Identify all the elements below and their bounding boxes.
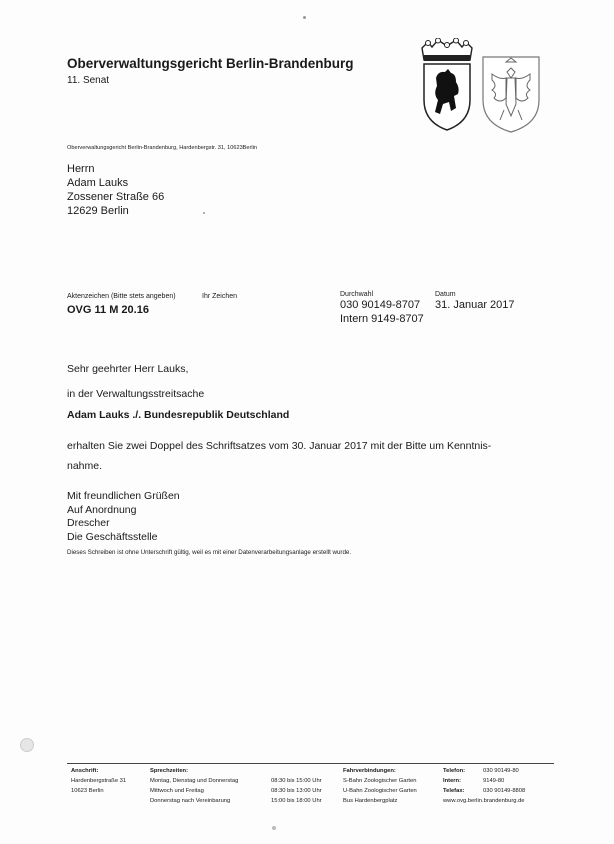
recipient-street: Zossener Straße 66	[67, 191, 165, 203]
telefax-value: 030 90149-8808	[483, 788, 526, 794]
sprech-time-1: 08:30 bis 15:00 Uhr	[271, 778, 322, 784]
telefax-label: Telefax:	[443, 788, 465, 794]
closing: Mit freundlichen Grüßen	[67, 490, 180, 502]
datum-value: 31. Januar 2017	[435, 299, 515, 311]
case-intro: in der Verwaltungsstreitsache	[67, 388, 205, 400]
durchwahl-label: Durchwahl	[340, 291, 374, 298]
sprech-time-3: 15:00 bis 18:00 Uhr	[271, 798, 322, 804]
aktenzeichen-value: OVG 11 M 20.16	[67, 304, 149, 316]
senate: 11. Senat	[67, 75, 110, 86]
greeting: Sehr geehrter Herr Lauks,	[67, 363, 189, 375]
recipient-address	[67, 162, 164, 218]
fahr-label: Fahrverbindungen:	[343, 768, 396, 774]
scan-speck	[303, 16, 306, 19]
scan-speck	[203, 212, 205, 214]
fahr-1: S-Bahn Zoologischer Garten	[343, 778, 417, 784]
telefon-label: Telefon:	[443, 768, 466, 774]
return-address: Oberverwaltungsgericht Berlin-Brandenburg, Hardenbergstr. 31, 10623Berlin	[67, 145, 257, 151]
footer-fahrverbindungen	[343, 766, 417, 806]
body-line-2: nahme.	[67, 460, 103, 472]
scan-speck	[272, 826, 276, 830]
signer-name: Drescher	[67, 517, 110, 529]
recipient-name: Adam Lauks	[67, 177, 129, 189]
berlin-crest	[418, 38, 476, 134]
intern-label: Intern:	[443, 778, 462, 784]
datum-label: Datum	[435, 291, 456, 298]
anschrift-street: Hardenbergstraße 31	[71, 778, 127, 784]
sprech-days-2: Mittwoch und Freitag	[150, 788, 204, 794]
sprech-days-3: Donnerstag nach Vereinbarung	[150, 798, 231, 804]
telefon-value: 030 90149-80	[483, 768, 519, 774]
recipient-salutation: Herrn	[67, 163, 95, 175]
order-line: Auf Anordnung	[67, 503, 137, 516]
website-link[interactable]: www.ovg.berlin.brandenburg.de	[443, 798, 525, 804]
fahr-2: U-Bahn Zoologischer Garten	[343, 788, 417, 794]
footer-divider	[67, 763, 554, 764]
footer-contact-values	[483, 766, 525, 796]
court-name: Oberverwaltungsgericht Berlin-Brandenburg	[67, 56, 354, 71]
durchwahl-value: 030 90149-8707	[340, 299, 421, 311]
sprech-days-1: Montag, Dienstag und Donnerstag	[150, 778, 239, 784]
sprech-time-2: 08:30 bis 13:00 Uhr	[271, 788, 322, 794]
case-parties: Adam Lauks ./. Bundesrepublik Deutschland	[67, 409, 290, 421]
sprechzeiten-label: Sprechzeiten:	[150, 768, 189, 774]
scan-speck	[20, 738, 34, 752]
intern-footer-value: 9149-80	[483, 778, 505, 784]
fahr-3: Bus Hardenbergplatz	[343, 798, 398, 804]
signature-block	[67, 490, 180, 544]
intern-value: Intern 9149-8707	[340, 313, 424, 325]
anschrift-label: Anschrift:	[71, 768, 99, 774]
ihr-zeichen-label: Ihr Zeichen	[202, 293, 238, 300]
brandenburg-eagle-crest	[480, 54, 542, 134]
office-name: Die Geschäftsstelle	[67, 530, 158, 543]
footer-anschrift	[71, 766, 126, 796]
aktenzeichen-label: Aktenzeichen (Bitte stets angeben)	[67, 293, 176, 300]
body-line-1: erhalten Sie zwei Doppel des Schriftsatzes vom 30. Januar 2017 mit der Bitte um Kenntnis-	[67, 440, 492, 452]
footer-sprechzeiten	[150, 766, 238, 806]
anschrift-city: 10623 Berlin	[71, 788, 104, 794]
footer-contact-labels	[443, 766, 465, 796]
validity-note: Dieses Schreiben ist ohne Unterschrift gültig, weil es mit einer Datenverarbeitungsanlage erstellt wurde.	[67, 549, 352, 556]
footer-sprech-times	[271, 776, 322, 806]
recipient-city: 12629 Berlin	[67, 205, 129, 217]
